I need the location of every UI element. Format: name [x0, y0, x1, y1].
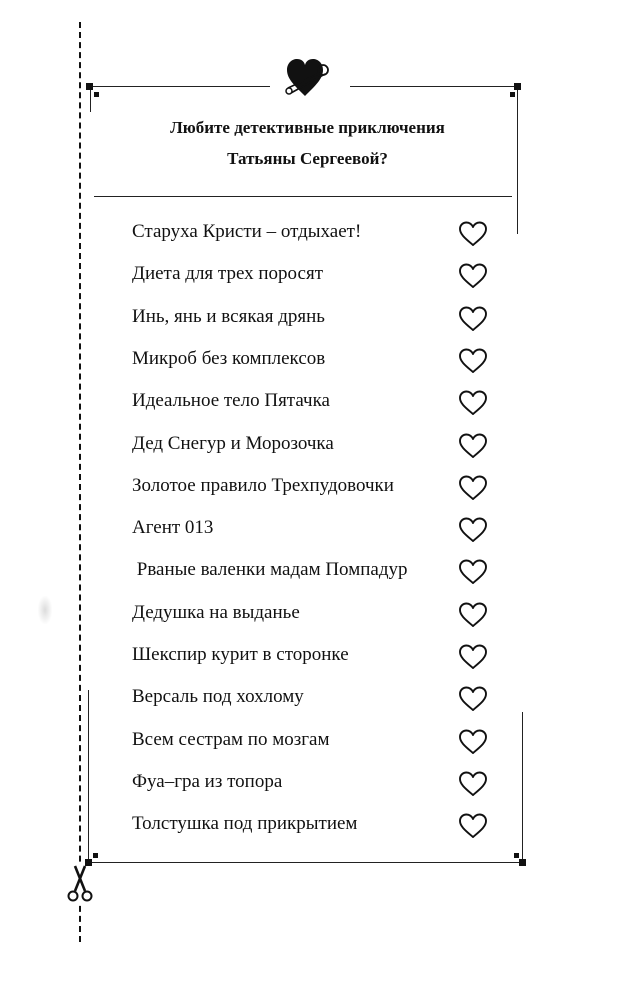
heart-outline-icon[interactable]: [457, 643, 489, 671]
corner-dot: [94, 92, 99, 97]
corner-dot: [85, 859, 92, 866]
book-title: Фуа–гра из топора: [132, 770, 283, 792]
heart-outline-icon[interactable]: [457, 812, 489, 840]
book-title: Всем сестрам по мозгам: [132, 728, 330, 750]
book-list-item: [132, 677, 492, 719]
book-title: Толстушка под прикрытием: [132, 813, 358, 835]
book-list-item: [132, 466, 492, 508]
book-list-item: [132, 762, 492, 804]
corner-dot: [510, 92, 515, 97]
heart-with-safety-pin-icon: [283, 52, 339, 104]
heart-outline-icon[interactable]: [457, 220, 489, 248]
heart-outline-icon[interactable]: [457, 728, 489, 756]
book-list-item: [132, 550, 492, 592]
book-list-item: [132, 508, 492, 550]
heart-outline-icon[interactable]: [457, 558, 489, 586]
heart-outline-icon[interactable]: [457, 516, 489, 544]
corner-dot: [93, 853, 98, 858]
frame-bottom: [88, 862, 523, 863]
heart-outline-icon[interactable]: [457, 347, 489, 375]
book-title: Дед Снегур и Морозочка: [132, 432, 334, 454]
corner-dot: [86, 83, 93, 90]
book-title: Рваные валенки мадам Помпадур: [132, 559, 408, 581]
book-title: Диета для трех поросят: [132, 263, 324, 285]
title-divider: [94, 196, 512, 197]
title-line-1: Любите детективные приключения: [170, 118, 445, 137]
heart-outline-icon[interactable]: [457, 770, 489, 798]
corner-dot: [519, 859, 526, 866]
book-list-item: [132, 381, 492, 423]
book-title: Идеальное тело Пятачка: [132, 390, 330, 412]
frame-top-left: [90, 86, 270, 87]
book-list-item: [132, 254, 492, 296]
heart-outline-icon[interactable]: [457, 389, 489, 417]
heart-outline-icon[interactable]: [457, 601, 489, 629]
book-title: Инь, янь и всякая дрянь: [132, 305, 325, 327]
book-list-item: [132, 339, 492, 381]
book-list-item: [132, 424, 492, 466]
page-title: [95, 112, 520, 174]
book-list-item: [132, 804, 492, 846]
book-list-item: [132, 297, 492, 339]
heart-outline-icon[interactable]: [457, 305, 489, 333]
page-edge-shadow: [38, 596, 52, 624]
frame-left-bottom: [88, 690, 89, 862]
book-title: Дедушка на выданье: [132, 601, 300, 623]
book-title: Агент 013: [132, 517, 214, 539]
book-list-item: [132, 635, 492, 677]
corner-dot: [514, 853, 519, 858]
heart-outline-icon[interactable]: [457, 432, 489, 460]
dashed-cut-line: [79, 22, 81, 942]
book-list-item: [132, 593, 492, 635]
title-line-2: Татьяны Сергеевой?: [227, 149, 388, 168]
corner-dot: [514, 83, 521, 90]
book-title: Версаль под хохлому: [132, 686, 304, 708]
frame-top-right: [350, 86, 518, 87]
book-title: Микроб без комплексов: [132, 347, 326, 369]
heart-outline-icon[interactable]: [457, 262, 489, 290]
book-list-item: [132, 720, 492, 762]
book-title: Золотое правило Трехпудовочки: [132, 474, 394, 496]
book-list-item: [132, 212, 492, 254]
frame-right-bottom: [522, 712, 523, 862]
heart-outline-icon[interactable]: [457, 685, 489, 713]
book-title: Шекспир курит в сторонке: [132, 644, 349, 665]
book-title: Старуха Кристи – отдыхает!: [132, 221, 362, 242]
scissors-icon: [66, 864, 94, 904]
heart-outline-icon[interactable]: [457, 474, 489, 502]
